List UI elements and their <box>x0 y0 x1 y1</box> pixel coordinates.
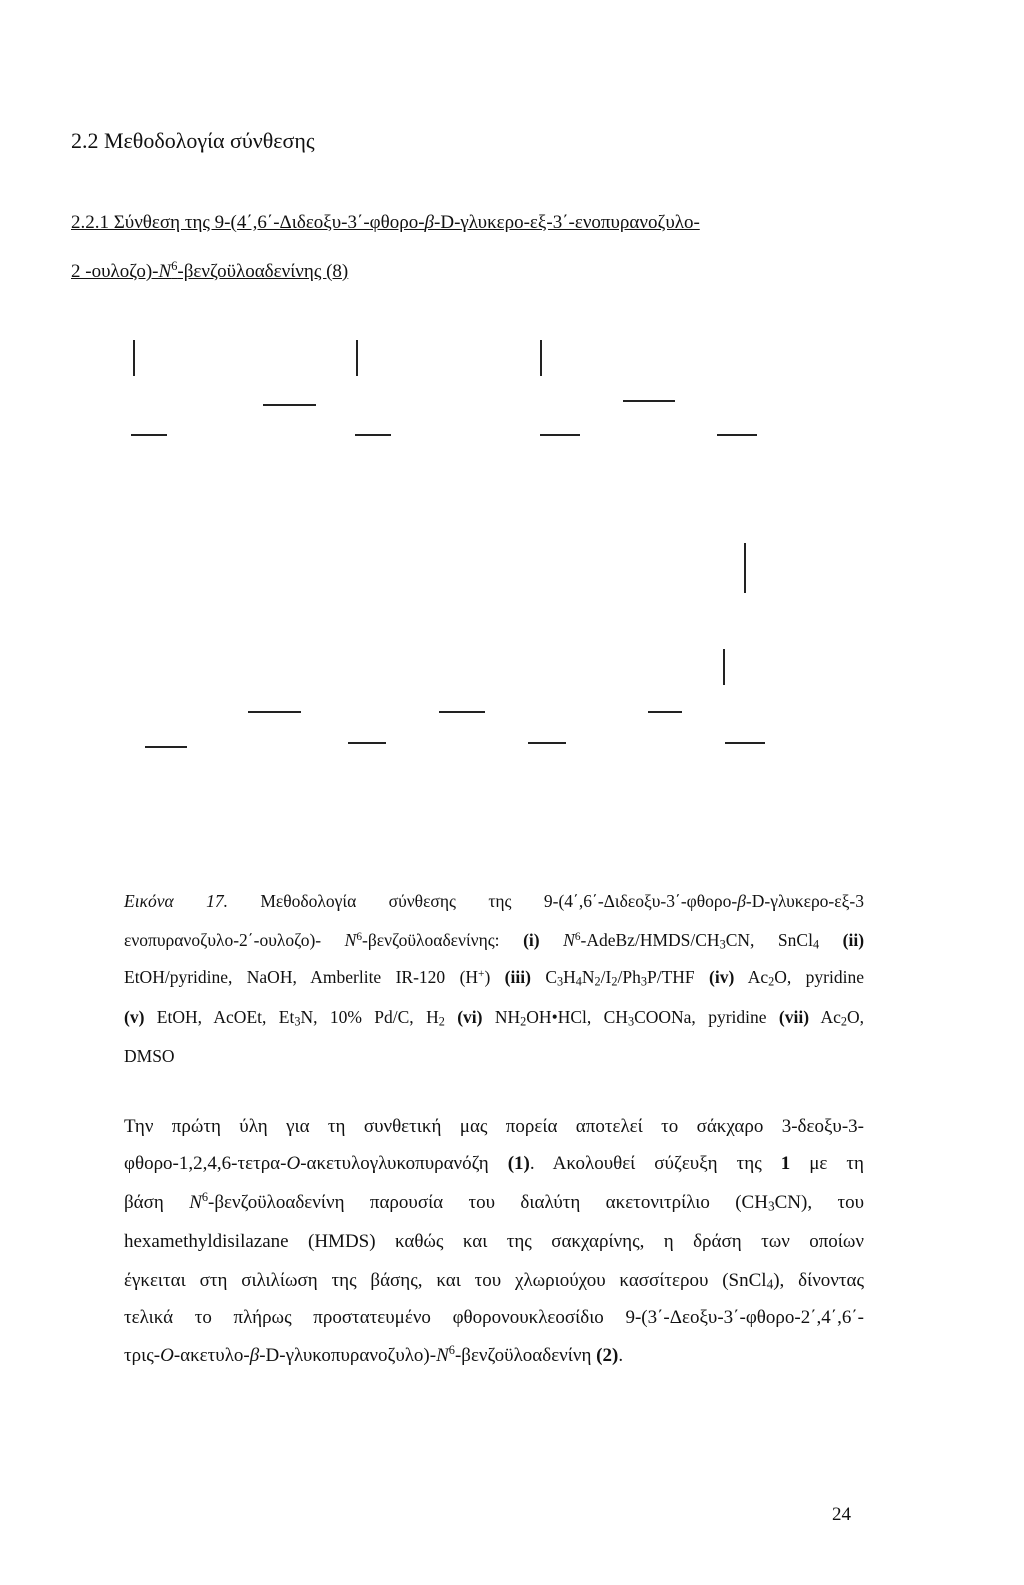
scheme-mark <box>744 543 746 593</box>
subsection-title-line2: 2 $-o\upsilon\lambda o\zeta o)-N^6$-βενζοϋλοαδενίνης (8) <box>71 259 349 282</box>
body-line7: τρις-$O-\alpha\kappa\varepsilon\tau\upsilon\lambda o-\beta-D-\gamma\lambda\upsilon\kappa o\pi\upsilon\rho\alpha\nu o\zeta\upsilon\lambda o)-N^6$-βενζοϋλοαδενίνη (2). <box>124 1343 624 1366</box>
scheme-mark <box>439 711 485 713</box>
scheme-mark <box>725 742 765 744</box>
figure-caption-line1: Εικόνα 17. Μεθοδολογία σύνθεσης της 9-(4΄,6΄-Διδεοξυ-3΄-φθορο-β-D-γλυκερο-εξ-3 <box>124 891 864 911</box>
figure-label: Εικόνα 17. <box>124 891 228 911</box>
scheme-mark <box>145 746 187 748</box>
scheme-mark <box>648 711 682 713</box>
body-line3: βάση $N^6$-βενζοϋλοαδενίνη παρουσία του διαλύτη ακετονιτρίλιο $(CH_3CN)$, του <box>124 1190 864 1214</box>
figure-caption-line2: ενοπυρανοζυλο-2΄-ουλοζο)- $N^6$-βενζοϋλοαδενίνης: (i) $N^6-AdeBz/HMDS/CH_3CN$, SnCl$_4$ (ii) <box>124 930 865 952</box>
subsection-title-line1: 2.2.1 Σύνθεση της 9-(4΄,6΄-Διδεοξυ-3΄-φθορο-β-D-γλυκερο-εξ-3΄-ενοπυρανοζυλο- <box>71 212 700 233</box>
scheme-mark <box>717 434 757 436</box>
scheme-mark <box>263 404 316 406</box>
scheme-mark <box>355 434 391 436</box>
scheme-mark <box>623 400 675 402</box>
body-line1: Την πρώτη ύλη για τη συνθετική μας πορεία αποτελεί το σάκχαρο 3-δεοξυ-3- <box>124 1116 864 1137</box>
scheme-mark <box>723 649 725 685</box>
section-heading: 2.2 Μεθοδολογία σύνθεσης <box>71 128 315 153</box>
scheme-mark <box>348 742 386 744</box>
page-number: 24 <box>832 1504 851 1525</box>
scheme-mark <box>540 434 580 436</box>
figure-caption-line4: (v) EtOH, AcOEt, $Et_3N$, 10% Pd/C, $H_2$ (vi) $NH_2OH•HCl$, $CH_3COONa$, pyridine (vii) $Ac_2O$, <box>124 1007 864 1029</box>
scheme-mark <box>248 711 301 713</box>
scheme-mark <box>528 742 566 744</box>
scheme-mark <box>540 340 542 376</box>
scheme-mark <box>133 340 135 376</box>
figure-caption-line3: EtOH/pyridine, NaOH, Amberlite IR-120 (H+) (iii) $C_3H_4N_2/I_2/Ph_3P$/THF (iv) $Ac_2O$, pyridine <box>124 967 864 989</box>
scheme-mark <box>356 340 358 376</box>
body-line2: φθορο-1,2,4,6-τετρα-O-ακετυλογλυκοπυρανόζη (1). Ακολουθεί σύζευξη της 1 με τη <box>124 1153 864 1174</box>
figure-caption-line5: DMSO <box>124 1046 175 1066</box>
scheme-mark <box>131 434 167 436</box>
body-line4: hexamethyldisilazane (HMDS) καθώς και της σακχαρίνης, η δράση των οποίων <box>124 1231 864 1252</box>
body-line5: έγκειται στη σιλιλίωση της βάσης, και του χλωριούχου κασσίτερου (SnCl$_4$), δίνοντας <box>124 1270 865 1292</box>
body-line6: τελικά το πλήρως προστατευμένο φθορονουκλεοσίδιο 9-(3΄-Δεοξυ-3΄-φθορο-2΄,4΄,6΄- <box>124 1307 864 1328</box>
